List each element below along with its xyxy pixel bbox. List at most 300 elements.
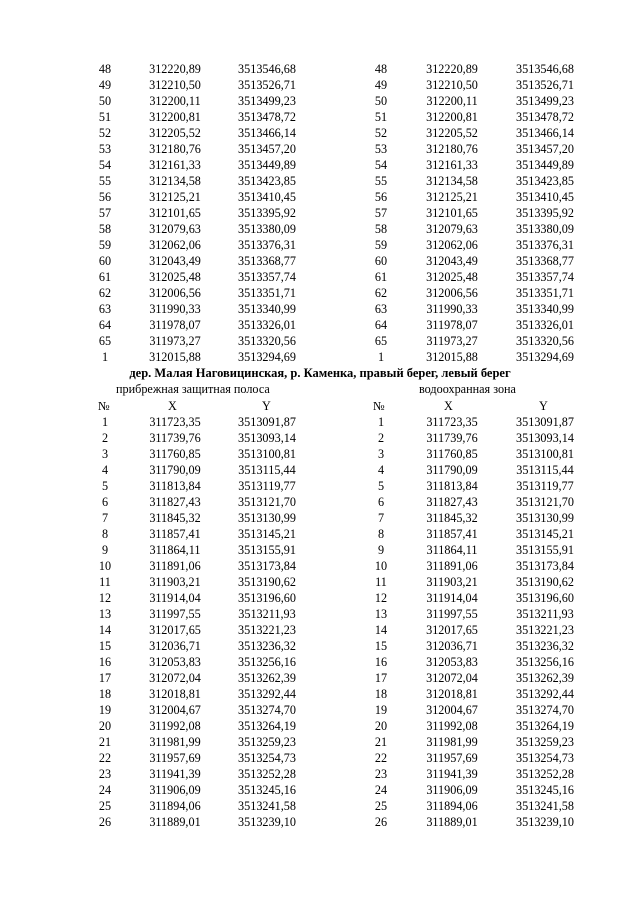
y-coordinate: 3513093,14 [516, 431, 574, 445]
point-number: 13 [374, 607, 388, 621]
x-coordinate: 311790,09 [426, 463, 478, 477]
x-coordinate: 312017,65 [426, 623, 478, 637]
x-coordinate: 311827,43 [426, 495, 478, 509]
x-coordinate: 311889,01 [149, 815, 201, 829]
bottom-table-right-row [0, 478, 640, 494]
point-number: 18 [98, 687, 112, 701]
x-coordinate: 312017,65 [149, 623, 201, 637]
y-coordinate: 3513239,10 [238, 815, 296, 829]
x-coordinate: 312200,81 [426, 110, 478, 124]
y-coordinate: 3513410,45 [516, 190, 574, 204]
x-coordinate: 312125,21 [149, 190, 201, 204]
y-coordinate: 3513239,10 [516, 815, 574, 829]
x-coordinate: 312062,06 [149, 238, 201, 252]
y-coordinate: 3513121,70 [238, 495, 296, 509]
x-coordinate: 312134,58 [426, 174, 478, 188]
x-coordinate: 311827,43 [149, 495, 201, 509]
bottom-table-right-row [0, 494, 640, 510]
top-table-right-row [0, 253, 640, 269]
point-number: 49 [374, 78, 388, 92]
point-number: 9 [101, 543, 109, 557]
point-number: 23 [374, 767, 388, 781]
top-table-right-row [0, 189, 640, 205]
point-number: 3 [101, 447, 109, 461]
x-coordinate: 311903,21 [426, 575, 478, 589]
x-coordinate: 311889,01 [426, 815, 478, 829]
point-number: 65 [98, 334, 112, 348]
x-coordinate: 312180,76 [149, 142, 201, 156]
point-number: 59 [98, 238, 112, 252]
bottom-table-right-row [0, 462, 640, 478]
point-number: 53 [98, 142, 112, 156]
x-coordinate: 312036,71 [426, 639, 478, 653]
x-coordinate: 312210,50 [149, 78, 201, 92]
y-coordinate: 3513196,60 [238, 591, 296, 605]
x-coordinate: 312220,89 [149, 62, 201, 76]
point-number: 55 [98, 174, 112, 188]
y-coordinate: 3513145,21 [516, 527, 574, 541]
y-coordinate: 3513121,70 [516, 495, 574, 509]
x-coordinate: 311992,08 [149, 719, 201, 733]
point-number: 19 [374, 703, 388, 717]
y-coordinate: 3513274,70 [238, 703, 296, 717]
bottom-table-right-row [0, 654, 640, 670]
x-coordinate: 312053,83 [426, 655, 478, 669]
y-coordinate: 3513221,23 [516, 623, 574, 637]
x-coordinate: 311723,35 [149, 415, 201, 429]
x-coordinate: 311997,55 [426, 607, 478, 621]
point-number: 6 [101, 495, 109, 509]
x-coordinate: 312125,21 [426, 190, 478, 204]
y-coordinate: 3513410,45 [238, 190, 296, 204]
point-number: 4 [377, 463, 385, 477]
y-coordinate: 3513326,01 [238, 318, 296, 332]
x-coordinate: 312200,11 [426, 94, 478, 108]
y-coordinate: 3513256,16 [238, 655, 296, 669]
y-coordinate: 3513457,20 [238, 142, 296, 156]
point-number: 7 [377, 511, 385, 525]
x-coordinate: 311906,09 [149, 783, 201, 797]
bottom-table-right-row [0, 670, 640, 686]
point-number: 2 [377, 431, 385, 445]
x-coordinate: 312015,88 [149, 350, 201, 364]
y-coordinate: 3513449,89 [238, 158, 296, 172]
y-coordinate: 3513326,01 [516, 318, 574, 332]
x-coordinate: 311914,04 [149, 591, 201, 605]
point-number: 52 [98, 126, 112, 140]
x-coordinate: 312062,06 [426, 238, 478, 252]
y-coordinate: 3513115,44 [238, 463, 296, 477]
point-number: 56 [98, 190, 112, 204]
y-coordinate: 3513380,09 [516, 222, 574, 236]
point-number: 20 [374, 719, 388, 733]
x-coordinate: 311973,27 [149, 334, 201, 348]
y-coordinate: 3513351,71 [238, 286, 296, 300]
bottom-table-right-row [0, 798, 640, 814]
x-coordinate: 312053,83 [149, 655, 201, 669]
point-number: 8 [101, 527, 109, 541]
y-coordinate: 3513190,62 [516, 575, 574, 589]
bottom-table-right-row [0, 718, 640, 734]
point-number: 52 [374, 126, 388, 140]
y-coordinate: 3513351,71 [516, 286, 574, 300]
x-coordinate: 312072,04 [149, 671, 201, 685]
bottom-table-right-row [0, 446, 640, 462]
point-number: 55 [374, 174, 388, 188]
y-coordinate: 3513320,56 [238, 334, 296, 348]
y-coordinate: 3513236,32 [516, 639, 574, 653]
y-coordinate: 3513294,69 [238, 350, 296, 364]
y-coordinate: 3513130,99 [238, 511, 296, 525]
x-coordinate: 312018,81 [149, 687, 201, 701]
x-coordinate: 312220,89 [426, 62, 478, 76]
x-coordinate: 312036,71 [149, 639, 201, 653]
y-coordinate: 3513368,77 [238, 254, 296, 268]
point-number: 48 [374, 62, 388, 76]
top-table-right-row [0, 285, 640, 301]
point-number: 23 [98, 767, 112, 781]
point-number: 6 [377, 495, 385, 509]
y-coordinate: 3513252,28 [516, 767, 574, 781]
y-coordinate: 3513376,31 [516, 238, 574, 252]
point-number: 59 [374, 238, 388, 252]
point-number: 54 [374, 158, 388, 172]
x-coordinate: 311845,32 [426, 511, 478, 525]
point-number: 18 [374, 687, 388, 701]
x-coordinate: 311941,39 [149, 767, 201, 781]
y-coordinate: 3513395,92 [238, 206, 296, 220]
point-number: 22 [374, 751, 388, 765]
point-number: 12 [98, 591, 112, 605]
y-coordinate: 3513274,70 [516, 703, 574, 717]
y-coordinate: 3513466,14 [516, 126, 574, 140]
x-coordinate: 311906,09 [426, 783, 478, 797]
point-number: 1 [377, 350, 385, 364]
y-coordinate: 3513457,20 [516, 142, 574, 156]
y-coordinate: 3513211,93 [238, 607, 296, 621]
top-table-right-row [0, 333, 640, 349]
point-number: 12 [374, 591, 388, 605]
x-coordinate: 312134,58 [149, 174, 201, 188]
y-coordinate: 3513499,23 [238, 94, 296, 108]
x-coordinate: 311941,39 [426, 767, 478, 781]
y-coordinate: 3513449,89 [516, 158, 574, 172]
point-number: 25 [98, 799, 112, 813]
point-number: 57 [374, 206, 388, 220]
x-coordinate: 311894,06 [149, 799, 201, 813]
y-coordinate: 3513264,19 [516, 719, 574, 733]
y-coordinate: 3513196,60 [516, 591, 574, 605]
x-coordinate: 312018,81 [426, 687, 478, 701]
y-coordinate: 3513245,16 [238, 783, 296, 797]
top-table-right-row [0, 61, 640, 77]
point-number: 20 [98, 719, 112, 733]
y-coordinate: 3513155,91 [238, 543, 296, 557]
y-coordinate: 3513241,58 [516, 799, 574, 813]
point-number: 11 [375, 575, 387, 589]
y-coordinate: 3513478,72 [238, 110, 296, 124]
x-coordinate: 312101,65 [149, 206, 201, 220]
point-number: 22 [98, 751, 112, 765]
point-number: 54 [98, 158, 112, 172]
top-table-right-row [0, 141, 640, 157]
point-number: 57 [98, 206, 112, 220]
y-coordinate: 3513119,77 [238, 479, 296, 493]
point-number: 48 [98, 62, 112, 76]
y-coordinate: 3513190,62 [238, 575, 296, 589]
point-number: 56 [374, 190, 388, 204]
point-number: 15 [374, 639, 388, 653]
y-coordinate: 3513526,71 [516, 78, 574, 92]
left-header-x: X [168, 399, 177, 413]
x-coordinate: 311891,06 [149, 559, 201, 573]
point-number: 24 [374, 783, 388, 797]
x-coordinate: 312043,49 [149, 254, 201, 268]
point-number: 64 [374, 318, 388, 332]
bottom-table-right-row [0, 526, 640, 542]
y-coordinate: 3513091,87 [238, 415, 296, 429]
y-coordinate: 3513115,44 [516, 463, 574, 477]
y-coordinate: 3513376,31 [238, 238, 296, 252]
x-coordinate: 311957,69 [149, 751, 201, 765]
bottom-table-right-row [0, 414, 640, 430]
y-coordinate: 3513340,99 [238, 302, 296, 316]
point-number: 61 [98, 270, 112, 284]
y-coordinate: 3513211,93 [516, 607, 574, 621]
x-coordinate: 311997,55 [149, 607, 201, 621]
x-coordinate: 311990,33 [149, 302, 201, 316]
bottom-table-right-row [0, 590, 640, 606]
point-number: 5 [377, 479, 385, 493]
bottom-table-right-row [0, 606, 640, 622]
point-number: 7 [101, 511, 109, 525]
y-coordinate: 3513241,58 [238, 799, 296, 813]
point-number: 63 [98, 302, 112, 316]
y-coordinate: 3513252,28 [238, 767, 296, 781]
point-number: 25 [374, 799, 388, 813]
x-coordinate: 311992,08 [426, 719, 478, 733]
point-number: 2 [101, 431, 109, 445]
point-number: 63 [374, 302, 388, 316]
top-table-right-row [0, 237, 640, 253]
top-table-right-row [0, 301, 640, 317]
y-coordinate: 3513546,68 [238, 62, 296, 76]
top-table-right-row [0, 205, 640, 221]
y-coordinate: 3513254,73 [238, 751, 296, 765]
x-coordinate: 312161,33 [149, 158, 201, 172]
x-coordinate: 312006,56 [149, 286, 201, 300]
point-number: 14 [98, 623, 112, 637]
y-coordinate: 3513173,84 [238, 559, 296, 573]
top-table-right-row [0, 269, 640, 285]
y-coordinate: 3513254,73 [516, 751, 574, 765]
y-coordinate: 3513380,09 [238, 222, 296, 236]
point-number: 24 [98, 783, 112, 797]
top-table-right-row [0, 109, 640, 125]
point-number: 17 [98, 671, 112, 685]
bottom-table-right-row [0, 558, 640, 574]
x-coordinate: 312200,11 [149, 94, 201, 108]
top-table-right-row [0, 349, 640, 365]
y-coordinate: 3513130,99 [516, 511, 574, 525]
y-coordinate: 3513119,77 [516, 479, 574, 493]
right-header-y: Y [539, 399, 548, 413]
point-number: 10 [374, 559, 388, 573]
point-number: 10 [98, 559, 112, 573]
point-number: 61 [374, 270, 388, 284]
y-coordinate: 3513357,74 [238, 270, 296, 284]
y-coordinate: 3513259,23 [238, 735, 296, 749]
right-header-x: X [444, 399, 453, 413]
point-number: 64 [98, 318, 112, 332]
point-number: 4 [101, 463, 109, 477]
x-coordinate: 311739,76 [149, 431, 201, 445]
x-coordinate: 311760,85 [149, 447, 201, 461]
point-number: 1 [377, 415, 385, 429]
x-coordinate: 311857,41 [426, 527, 478, 541]
right-table-subtitle: водоохранная зона [419, 382, 516, 396]
y-coordinate: 3513173,84 [516, 559, 574, 573]
point-number: 15 [98, 639, 112, 653]
x-coordinate: 311903,21 [149, 575, 201, 589]
x-coordinate: 311857,41 [149, 527, 201, 541]
y-coordinate: 3513357,74 [516, 270, 574, 284]
left-header-y: Y [262, 399, 271, 413]
x-coordinate: 312180,76 [426, 142, 478, 156]
y-coordinate: 3513423,85 [516, 174, 574, 188]
y-coordinate: 3513221,23 [238, 623, 296, 637]
point-number: 49 [98, 78, 112, 92]
point-number: 19 [98, 703, 112, 717]
x-coordinate: 312025,48 [426, 270, 478, 284]
bottom-table-right-row [0, 542, 640, 558]
point-number: 58 [374, 222, 388, 236]
x-coordinate: 311864,11 [426, 543, 478, 557]
point-number: 13 [98, 607, 112, 621]
y-coordinate: 3513340,99 [516, 302, 574, 316]
y-coordinate: 3513499,23 [516, 94, 574, 108]
point-number: 53 [374, 142, 388, 156]
top-table-right-row [0, 157, 640, 173]
x-coordinate: 312079,63 [426, 222, 478, 236]
point-number: 16 [374, 655, 388, 669]
point-number: 26 [98, 815, 112, 829]
y-coordinate: 3513368,77 [516, 254, 574, 268]
point-number: 14 [374, 623, 388, 637]
bottom-table-right-row [0, 814, 640, 830]
x-coordinate: 311813,84 [426, 479, 478, 493]
y-coordinate: 3513395,92 [516, 206, 574, 220]
y-coordinate: 3513100,81 [516, 447, 574, 461]
x-coordinate: 311957,69 [426, 751, 478, 765]
bottom-table-right-row [0, 750, 640, 766]
top-table-right-row [0, 173, 640, 189]
point-number: 60 [98, 254, 112, 268]
point-number: 65 [374, 334, 388, 348]
x-coordinate: 312006,56 [426, 286, 478, 300]
point-number: 26 [374, 815, 388, 829]
y-coordinate: 3513155,91 [516, 543, 574, 557]
x-coordinate: 311978,07 [149, 318, 201, 332]
point-number: 21 [98, 735, 112, 749]
y-coordinate: 3513478,72 [516, 110, 574, 124]
y-coordinate: 3513245,16 [516, 783, 574, 797]
x-coordinate: 312015,88 [426, 350, 478, 364]
y-coordinate: 3513320,56 [516, 334, 574, 348]
x-coordinate: 311981,99 [149, 735, 201, 749]
x-coordinate: 311973,27 [426, 334, 478, 348]
x-coordinate: 312072,04 [426, 671, 478, 685]
point-number: 3 [377, 447, 385, 461]
y-coordinate: 3513292,44 [238, 687, 296, 701]
top-table-right-row [0, 93, 640, 109]
y-coordinate: 3513423,85 [238, 174, 296, 188]
x-coordinate: 311894,06 [426, 799, 478, 813]
bottom-table-right-row [0, 430, 640, 446]
bottom-table-right-row [0, 622, 640, 638]
x-coordinate: 312205,52 [149, 126, 201, 140]
point-number: 11 [99, 575, 111, 589]
x-coordinate: 311790,09 [149, 463, 201, 477]
x-coordinate: 311723,35 [426, 415, 478, 429]
top-table-right-row [0, 317, 640, 333]
top-table-right-row [0, 221, 640, 237]
x-coordinate: 311864,11 [149, 543, 201, 557]
bottom-table-right-row [0, 510, 640, 526]
point-number: 51 [98, 110, 112, 124]
y-coordinate: 3513262,39 [516, 671, 574, 685]
right-header-number: № [373, 399, 385, 413]
point-number: 50 [374, 94, 388, 108]
x-coordinate: 312210,50 [426, 78, 478, 92]
point-number: 1 [101, 350, 109, 364]
y-coordinate: 3513091,87 [516, 415, 574, 429]
y-coordinate: 3513100,81 [238, 447, 296, 461]
x-coordinate: 311914,04 [426, 591, 478, 605]
x-coordinate: 311739,76 [426, 431, 478, 445]
top-table-right-row [0, 125, 640, 141]
x-coordinate: 312025,48 [149, 270, 201, 284]
point-number: 1 [101, 415, 109, 429]
x-coordinate: 311990,33 [426, 302, 478, 316]
x-coordinate: 311760,85 [426, 447, 478, 461]
point-number: 60 [374, 254, 388, 268]
point-number: 9 [377, 543, 385, 557]
point-number: 8 [377, 527, 385, 541]
y-coordinate: 3513093,14 [238, 431, 296, 445]
x-coordinate: 312079,63 [149, 222, 201, 236]
x-coordinate: 312101,65 [426, 206, 478, 220]
y-coordinate: 3513145,21 [238, 527, 296, 541]
point-number: 17 [374, 671, 388, 685]
x-coordinate: 311813,84 [149, 479, 201, 493]
section-title: дер. Малая Наговицинская, р. Каменка, правый берег, левый берег [129, 366, 511, 380]
bottom-table-right-row [0, 702, 640, 718]
left-table-subtitle: прибрежная защитная полоса [116, 382, 270, 396]
bottom-table-right-row [0, 686, 640, 702]
x-coordinate: 312004,67 [149, 703, 201, 717]
left-header-number: № [98, 399, 110, 413]
x-coordinate: 312161,33 [426, 158, 478, 172]
y-coordinate: 3513546,68 [516, 62, 574, 76]
bottom-table-right-row [0, 638, 640, 654]
point-number: 21 [374, 735, 388, 749]
point-number: 58 [98, 222, 112, 236]
point-number: 16 [98, 655, 112, 669]
y-coordinate: 3513262,39 [238, 671, 296, 685]
y-coordinate: 3513466,14 [238, 126, 296, 140]
point-number: 62 [98, 286, 112, 300]
